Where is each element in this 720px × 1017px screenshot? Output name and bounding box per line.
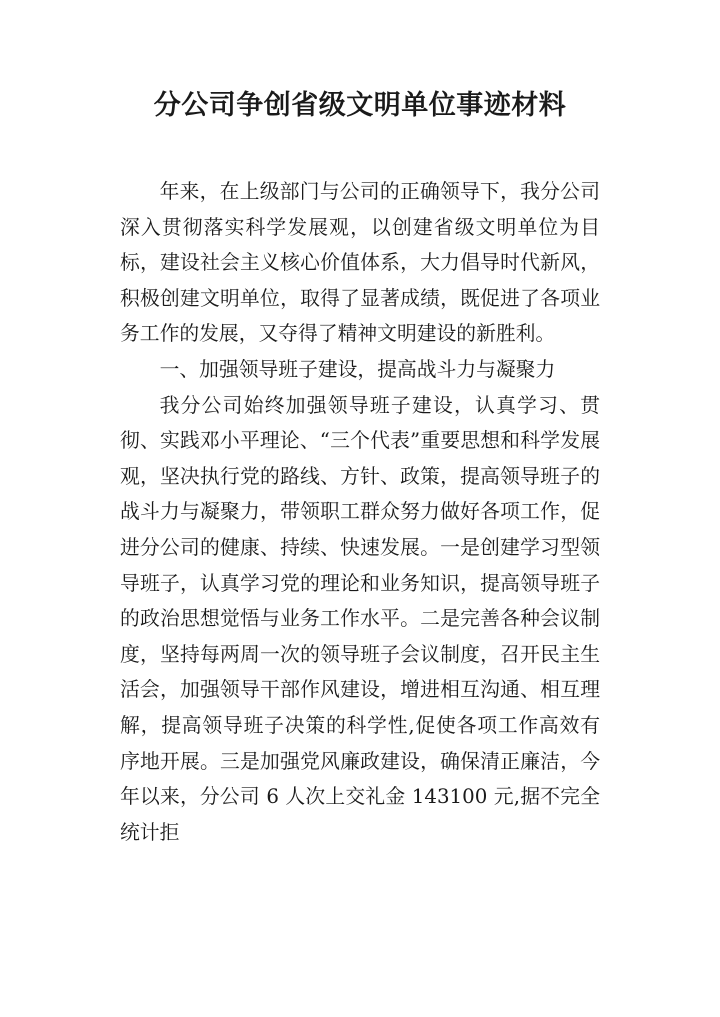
document-body	[120, 174, 600, 850]
section-heading-1: 一、加强领导班子建设，提高战斗力与凝聚力	[159, 357, 556, 381]
paragraph-leadership: 我分公司始终加强领导班子建设，认真学习、贯彻、实践邓小平理论、“三个代表”重要思想和科学发展观，坚决执行党的路线、方针、政策，提高领导班子的战斗力与凝聚力，带领职工群众努力做好各项工作，促进分公司的健康、持续、快速发展。一是创建学习型领导班子，认真学习党的理论和业务知识，提高领导班子的政治思想觉悟与业务工作水平。二是完善各种会议制度，坚持每两周一次的领导班子会议制度，召开民主生活会，加强领导干部作风建设，增进相互沟通、相互理解，提高领导班子决策的科学性,促使各项工作高效有序地开展。三是加强党风廉政建设，确保清正廉洁，今年以来，分公司 6 人次上交礼金 143100 元,据不完全统计拒	[120, 393, 600, 844]
document-title: 分公司争创省级文明单位事迹材料	[153, 90, 567, 121]
paragraph-intro: 年来，在上级部门与公司的正确领导下，我分公司深入贯彻落实科学发展观，以创建省级文明单位为目标，建设社会主义核心价值体系，大力倡导时代新风，积极创建文明单位，取得了显著成绩，既促进了各项业务工作的发展，又夺得了精神文明建设的新胜利。	[120, 180, 600, 346]
